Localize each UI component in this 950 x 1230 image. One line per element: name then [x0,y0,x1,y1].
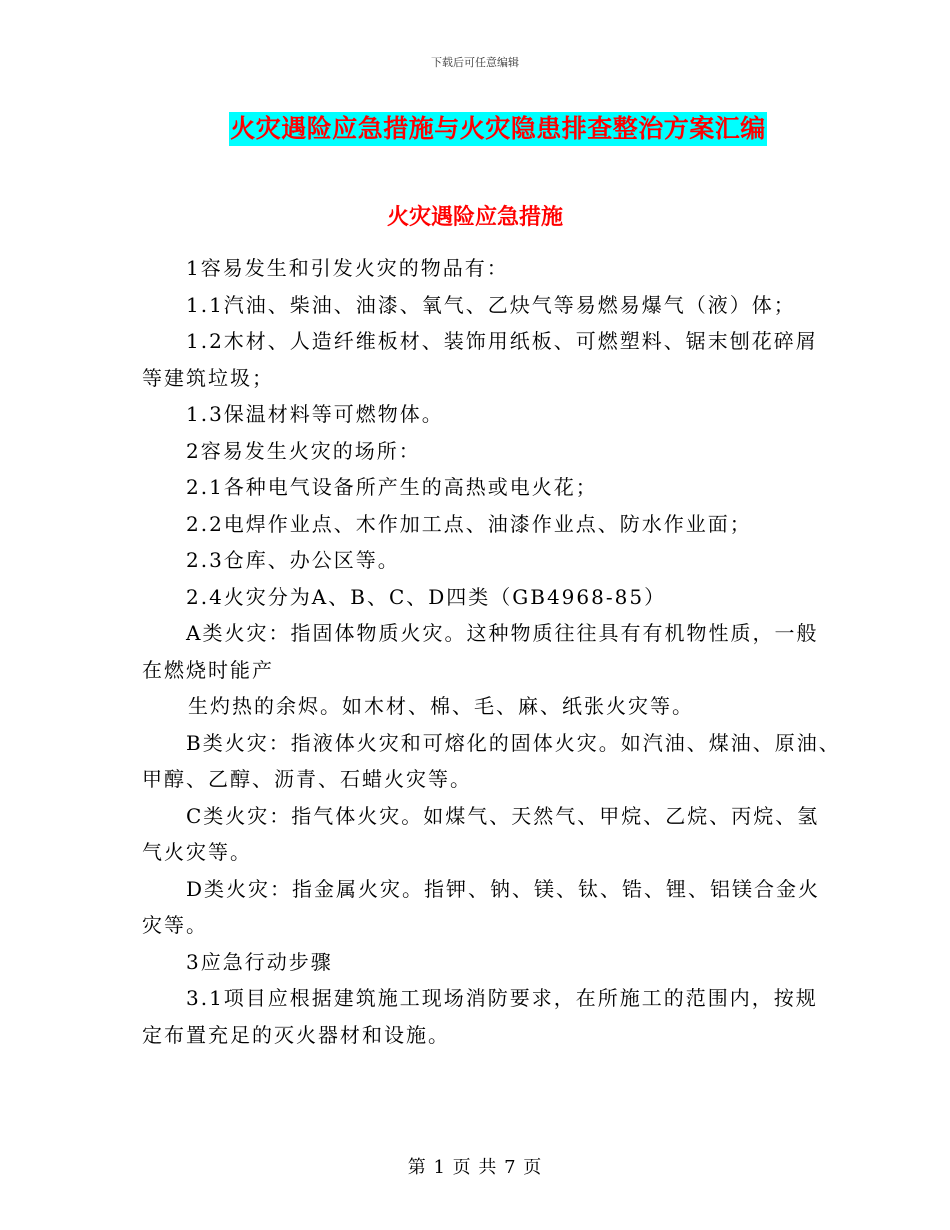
paragraph-line: 2.2电焊作业点、木作加工点、油漆作业点、防水作业面； [186,511,752,536]
paragraph-line: C类火灾：指气体火灾。如煤气、天然气、甲烷、乙烷、丙烷、氢 [186,803,820,828]
paragraph-line: 1.1汽油、柴油、油漆、氧气、乙炔气等易燃易爆气（液）体； [186,292,796,317]
paragraph-line: 甲醇、乙醇、沥青、石蜡火灾等。 [142,767,472,791]
paragraph-line: 生灼热的余烬。如木材、棉、毛、麻、纸张火灾等。 [188,694,694,718]
section-title: 火灾遇险应急措施 [386,205,563,230]
document-body [142,250,841,1053]
paragraph-line: 等建筑垃圾； [142,365,274,390]
paragraph-line: A类火灾：指固体物质火灾。这种物质往往具有有机物性质，一般 [186,621,819,645]
paragraph-line: 2容易发生火灾的场所： [186,438,421,463]
paragraph-line: 3应急行动步骤 [186,949,333,974]
paragraph-line: 1.2木材、人造纤维板材、装饰用纸板、可燃塑料、锯末刨花碎屑 [186,329,818,353]
document-title-container [0,112,950,146]
paragraph-line: 1.3保温材料等可燃物体。 [186,402,444,426]
paragraph-line: 2.3仓库、办公区等。 [186,548,400,572]
paragraph-line: B类火灾：指液体火灾和可熔化的固体火灾。如汽油、煤油、原油、 [186,730,841,755]
document-title: 火灾遇险应急措施与火灾隐患排查整治方案汇编 [229,112,767,146]
paragraph-line: 气火灾等。 [142,840,252,864]
paragraph-line: 3.1项目应根据建筑施工现场消防要求，在所施工的范围内，按规 [186,986,818,1010]
page-header-note: 下载后可任意编辑 [431,56,519,69]
paragraph-line: 1容易发生和引发火灾的物品有： [186,256,509,280]
paragraph-line: 2.1各种电气设备所产生的高热或电火花； [186,475,598,499]
page-number-footer: 第 1 页 共 7 页 [407,1157,543,1178]
paragraph-line: D类火灾：指金属火灾。指钾、钠、镁、钛、锆、锂、铝镁合金火 [186,876,821,901]
paragraph-line: 灾等。 [142,913,208,937]
paragraph-line: 在燃烧时能产 [142,657,274,682]
paragraph-line: 2.4火灾分为A、B、C、D四类（GB4968-85） [186,584,667,609]
paragraph-line: 定布置充足的灭火器材和设施。 [142,1022,450,1047]
